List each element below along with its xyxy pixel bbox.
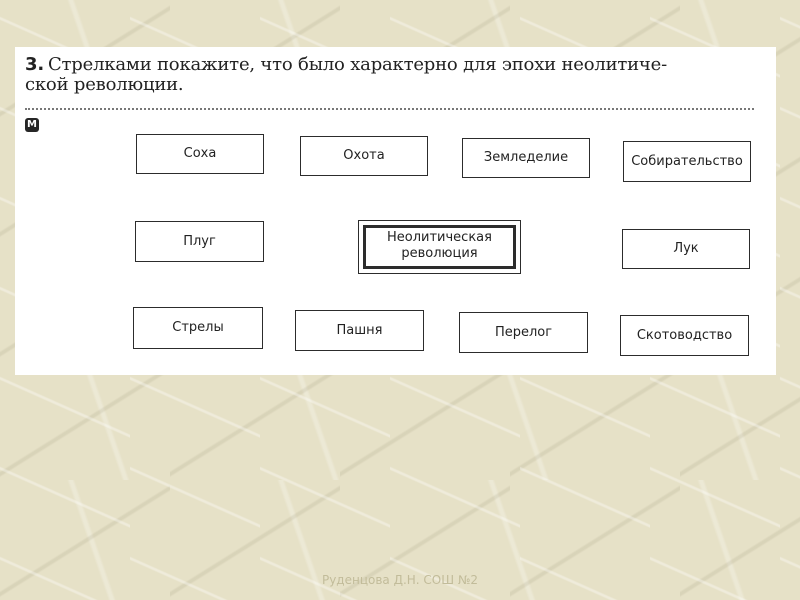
task-text-line-2: ской революции. [25, 74, 184, 95]
box-neolithic-revolution[interactable] [358, 220, 521, 274]
box-neolithic-revolution-line-1: Неолитическая [387, 229, 492, 245]
box-skotovodstvo[interactable] [620, 315, 749, 356]
box-skotovodstvo-label: Скотоводство [636, 327, 733, 343]
box-pashnya[interactable] [295, 310, 424, 351]
task-text-line-1: Стрелками покажите, что было характерно для эпохи неолитиче- [47, 54, 667, 75]
box-neolithic-revolution-label [387, 230, 492, 262]
box-zemledelie[interactable] [462, 138, 590, 178]
box-pashnya-label: Пашня [336, 322, 383, 338]
box-perelog[interactable] [459, 312, 588, 353]
box-luk-label: Лук [673, 241, 699, 256]
box-neolithic-revolution-inner [363, 225, 516, 269]
m-marker-icon: M [25, 118, 39, 132]
box-perelog-label: Перелог [494, 324, 553, 340]
dotted-divider [25, 108, 754, 110]
box-strely-label: Стрелы [172, 320, 224, 335]
box-soha[interactable] [136, 134, 264, 174]
box-sobiratelstvo[interactable] [623, 141, 751, 182]
box-ohota[interactable] [300, 136, 428, 176]
box-plug-label: Плуг [183, 233, 216, 249]
box-sobiratelstvo-label: Собирательство [631, 153, 743, 169]
box-strely[interactable] [133, 307, 263, 349]
box-plug[interactable] [135, 221, 264, 262]
box-neolithic-revolution-line-2: революция [401, 245, 478, 261]
box-ohota-label: Охота [343, 148, 385, 163]
task-title [25, 55, 760, 95]
box-luk[interactable] [622, 229, 750, 269]
box-zemledelie-label: Земледелие [483, 150, 569, 165]
worksheet [15, 47, 776, 375]
box-soha-label: Соха [183, 146, 217, 161]
task-number: 3. [25, 54, 44, 75]
footer-credit: Руденцова Д.Н. СОШ №2 [321, 573, 479, 587]
